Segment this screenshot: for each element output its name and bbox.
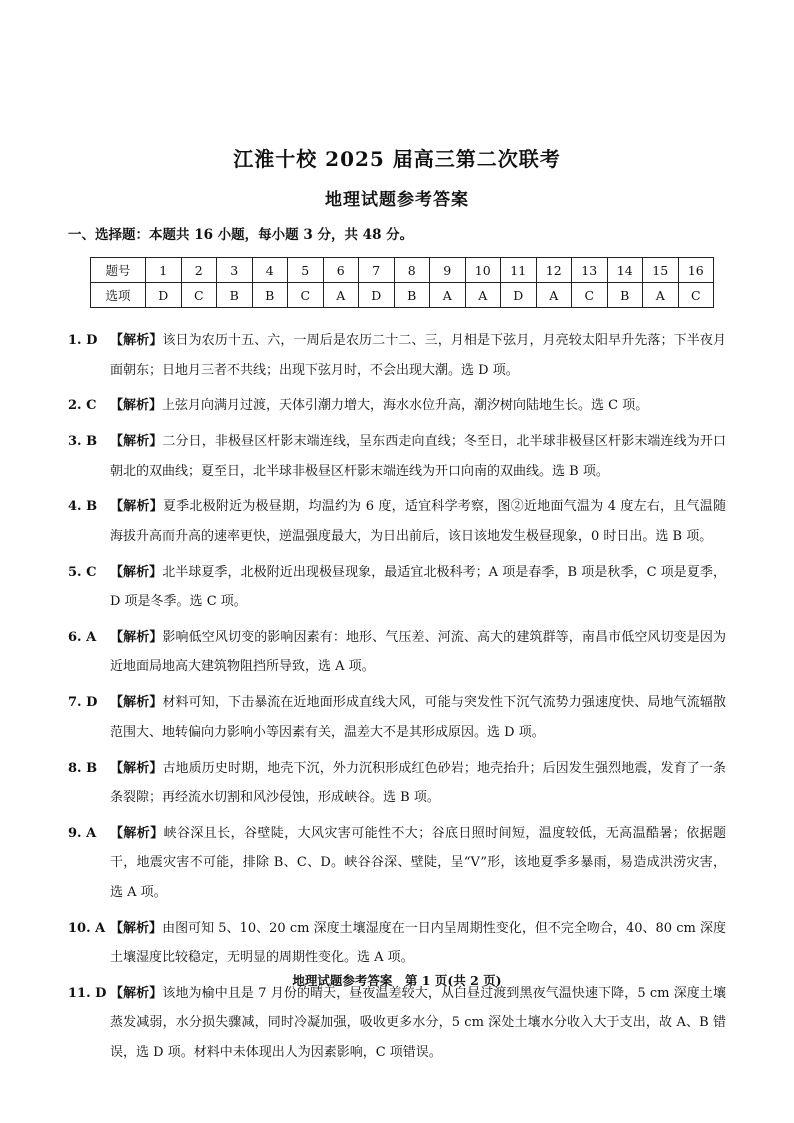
analysis-tag: 【解析】 (110, 398, 163, 414)
answer-cell: C (678, 283, 714, 308)
page-title: 江淮十校 2025 届高三第二次联考 (233, 147, 561, 171)
explanation-item (68, 819, 726, 908)
item-text: 上弦月向满月过渡，天体引潮力增大，海水水位升高，潮汐树向陆地生长。选 C 项。 (162, 398, 649, 414)
analysis-tag: 【解析】 (110, 825, 164, 841)
answer-table (90, 257, 714, 308)
question-number: 3 (217, 258, 253, 283)
analysis-tag: 【解析】 (110, 434, 163, 450)
item-text: 夏季北极附近为极昼期，均温约为 6 度，适宜科学考察，图②近地面气温为 4 度左右，且气温随海拔升高而升高的速率更快，逆温强度最大，为日出前后，该日该地发生极昼现象，0 时日出。选 B 项。 (110, 499, 726, 544)
analysis-tag: 【解析】 (110, 333, 163, 348)
item-text: 古地质历史时期，地壳下沉，外力沉积形成红色砂岩；地壳抬升；后因发生强烈地震，发育了一条条裂隙；再经流水切割和风沙侵蚀，形成峡谷。选 B 项。 (110, 760, 726, 806)
item-text: 二分日，非极昼区杆影末端连线，呈东西走向直线；冬至日，北半球非极昼区杆影末端连线为开口朝北的双曲线；夏至日，北半球非极昼区杆影末端连线为开口向南的双曲线。选 B 项。 (110, 434, 726, 479)
answer-cell: A (430, 283, 466, 308)
item-text: 影响低空风切变的影响因素有：地形、气压差、河流、高大的建筑群等，南昌市低空风切变是因为近地面局地高大建筑物阻挡所导致，选 A 项。 (110, 629, 726, 675)
explanation-item (68, 688, 726, 747)
item-number: 3. B (68, 434, 98, 450)
answer-cell: B (252, 283, 288, 308)
question-number: 16 (678, 258, 714, 283)
answer-cell: C (572, 283, 608, 308)
explanation-item (68, 427, 726, 486)
section-heading: 一、选择题：本题共 16 小题，每小题 3 分，共 48 分。 (68, 227, 414, 243)
explanation-item (68, 492, 726, 551)
item-number: 6. A (68, 629, 97, 645)
item-text: 材料可知，下击暴流在近地面形成直线大风，可能与突发性下沉气流势力强速度快、局地气流辐散范围大、地转偏向力影响小等因素有关，温差大不是其形成原因。选 D 项。 (110, 695, 726, 740)
explanation-list (68, 326, 726, 1067)
item-number: 5. C (68, 564, 97, 580)
answer-cell: B (217, 283, 253, 308)
row-header-answer: 选项 (91, 283, 146, 308)
item-number: 4. B (68, 499, 98, 515)
page-footer: 地理试题参考答案 第 1 页(共 2 页) (292, 973, 502, 988)
explanation-item (68, 558, 726, 617)
answer-cell: D (146, 283, 182, 308)
item-number: 8. B (68, 760, 98, 776)
item-number: 10. A (68, 920, 106, 936)
analysis-tag: 【解析】 (110, 985, 163, 1001)
answer-cell: C (181, 283, 217, 308)
answer-cell: D (359, 283, 395, 308)
question-number: 7 (359, 258, 395, 283)
item-text: 该地为榆中且是 7 月份的晴天，昼夜温差较大，从白昼过渡到黑夜气温快速下降，5 cm 深度土壤蒸发减弱，水分损失骤减，同时冷凝加强，吸收更多水分，5 cm 深处土壤水分收入大于支出，故 A、B 错误，选 D 项。材料中未体现出人为因素影响，C 项错误。 (110, 985, 726, 1060)
page-subtitle: 地理试题参考答案 (325, 190, 469, 210)
item-number: 1. D (68, 333, 98, 348)
item-text: 由图可知 5、10、20 cm 深度土壤湿度在一日内呈周期性变化，但不完全吻合，40、80 cm 深度土壤湿度比较稳定，无明显的周期性变化。选 A 项。 (110, 920, 726, 966)
item-number: 9. A (68, 825, 97, 841)
question-number: 12 (536, 258, 572, 283)
explanation-item (68, 979, 726, 1068)
item-text: 峡谷深且长，谷壁陡，大风灾害可能性不大；谷底日照时间短，温度较低，无高温酷暑；依据题干，地震灾害不可能，排除 B、C、D。峡谷谷深、壁陡，呈“V”形，该地夏季多暴雨，易造成洪涝灾害，选 A 项。 (110, 825, 726, 900)
question-number: 8 (394, 258, 430, 283)
answer-table-number-row (91, 258, 714, 283)
analysis-tag: 【解析】 (110, 629, 163, 645)
item-number: 11. D (68, 985, 107, 1001)
answer-cell: A (536, 283, 572, 308)
question-number: 15 (643, 258, 679, 283)
row-header-number: 题号 (91, 258, 146, 283)
answer-cell: A (643, 283, 679, 308)
question-number: 4 (252, 258, 288, 283)
question-number: 2 (181, 258, 217, 283)
question-number: 14 (607, 258, 643, 283)
analysis-tag: 【解析】 (110, 499, 163, 515)
question-number: 9 (430, 258, 466, 283)
explanation-item (68, 754, 726, 813)
question-number: 6 (323, 258, 359, 283)
answer-cell: A (465, 283, 501, 308)
answer-table-answer-row (91, 283, 714, 308)
question-number: 13 (572, 258, 608, 283)
item-number: 2. C (68, 398, 97, 414)
item-text: 该日为农历十五、六，一周后是农历二十二、三，月相是下弦月，月亮较太阳早升先落；下半夜月面朝东；日地月三者不共线；出现下弦月时，不会出现大潮。选 D 项。 (110, 333, 726, 378)
explanation-item (68, 326, 726, 385)
analysis-tag: 【解析】 (110, 920, 163, 936)
answer-cell: A (323, 283, 359, 308)
analysis-tag: 【解析】 (110, 760, 163, 776)
question-number: 5 (288, 258, 324, 283)
analysis-tag: 【解析】 (110, 695, 163, 711)
question-number: 11 (501, 258, 537, 283)
question-number: 10 (465, 258, 501, 283)
answer-cell: D (501, 283, 537, 308)
analysis-tag: 【解析】 (110, 564, 163, 580)
question-number: 1 (146, 258, 182, 283)
explanation-item (68, 623, 726, 682)
explanation-item (68, 914, 726, 973)
explanation-item (68, 391, 726, 421)
item-number: 7. D (68, 695, 98, 711)
item-text: 北半球夏季，北极附近出现极昼现象，最适宜北极科考；A 项是春季，B 项是秋季，C 项是夏季，D 项是冬季。选 C 项。 (110, 564, 726, 610)
answer-cell: B (607, 283, 643, 308)
answer-cell: C (288, 283, 324, 308)
answer-cell: B (394, 283, 430, 308)
